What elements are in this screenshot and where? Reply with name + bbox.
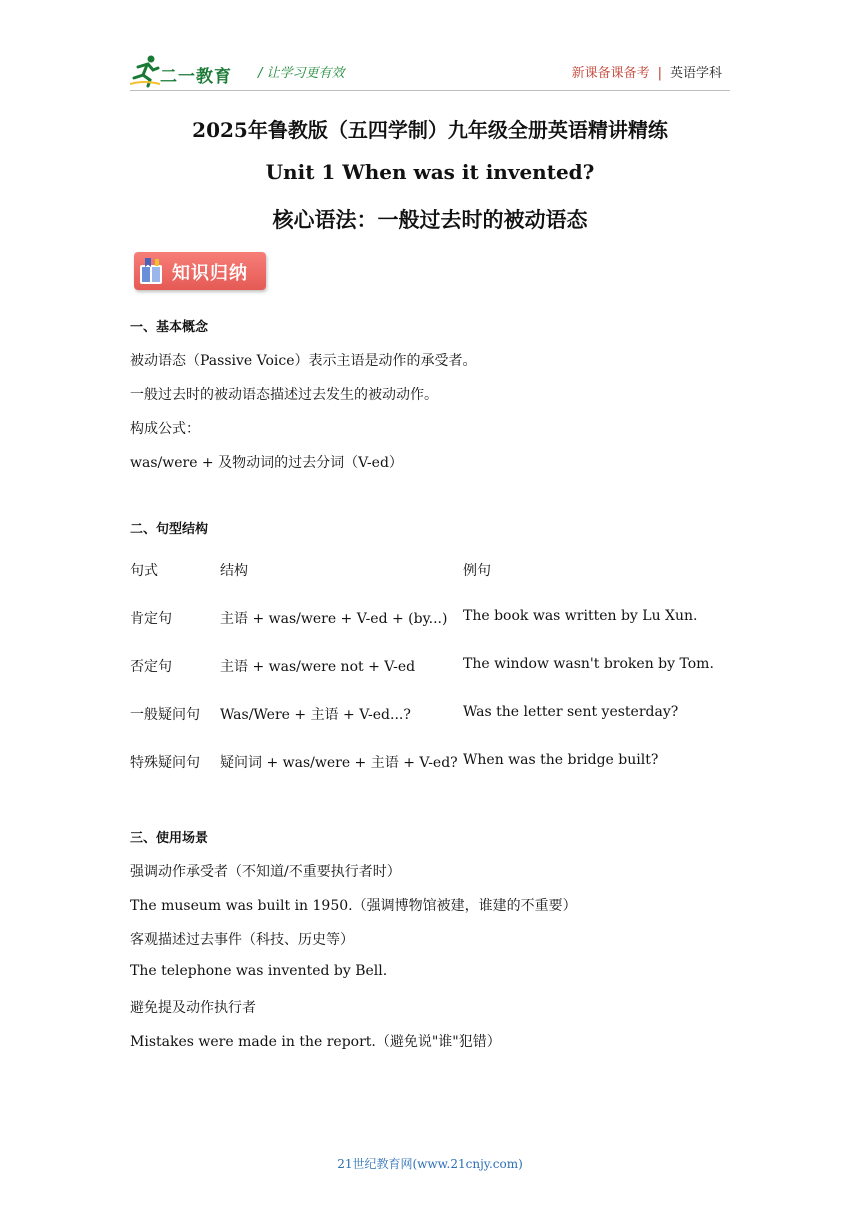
- slogan: / 让学习更有效: [258, 66, 345, 81]
- section1-line: 被动语态（Passive Voice）表示主语是动作的承受者。: [130, 353, 477, 369]
- table-cell-example: The book was written by Lu Xun.: [463, 608, 698, 624]
- header-divider: [130, 90, 730, 91]
- logo: [130, 54, 240, 88]
- formula-line: was/were + 及物动词的过去分词（V-ed）: [130, 455, 403, 471]
- section3-example: The museum was built in 1950.（强调博物馆被建，谁建的不重要）: [130, 898, 577, 914]
- table-cell-example: The window wasn't broken by Tom.: [463, 656, 714, 672]
- table-cell-structure: Was/Were + 主语 + V-ed...?: [220, 707, 411, 723]
- header-subject-label: 英语学科: [669, 66, 722, 81]
- table-cell-type: 肯定句: [130, 611, 172, 627]
- header-course-label: 新课备课备考: [571, 66, 650, 81]
- table-cell-structure: 主语 + was/were not + V-ed: [220, 659, 416, 675]
- header-right: [572, 62, 722, 81]
- unit-title: Unit 1 When was it invented?: [265, 160, 595, 184]
- table-cell-example: Was the letter sent yesterday?: [463, 704, 679, 720]
- section3-line: 客观描述过去事件（科技、历史等）: [130, 932, 354, 948]
- table-cell-structure: 主语 + was/were + V-ed + (by...): [220, 611, 448, 627]
- grammar-title: 核心语法：一般过去时的被动语态: [272, 207, 588, 232]
- section3-example: The telephone was invented by Bell.: [130, 963, 388, 979]
- section1-line: 一般过去时的被动语态描述过去发生的被动动作。: [130, 387, 438, 403]
- book-icon: [139, 257, 163, 285]
- section3-example: Mistakes were made in the report.（避免说"谁"犯错）: [130, 1034, 501, 1050]
- section3-heading: 三、使用场景: [130, 831, 209, 846]
- knowledge-summary-badge: [134, 252, 266, 290]
- column-header-example: 例句: [463, 563, 491, 579]
- badge-label: 知识归纳: [172, 263, 248, 284]
- section1-line: 构成公式：: [130, 421, 200, 437]
- column-header-type: 句式: [130, 563, 158, 579]
- column-header-structure: 结构: [220, 563, 248, 579]
- runner-logo-icon: [130, 54, 160, 88]
- logo-text: 二一教育: [160, 67, 232, 87]
- page-title: 2025年鲁教版（五四学制）九年级全册英语精讲精练: [192, 118, 668, 142]
- section1-heading: 一、基本概念: [130, 320, 209, 335]
- table-cell-example: When was the bridge built?: [463, 752, 659, 768]
- header-separator: |: [657, 66, 662, 81]
- section3-line: 避免提及动作执行者: [130, 1000, 256, 1016]
- footer-link[interactable]: 21世纪教育网(www.21cnjy.com): [337, 1157, 523, 1171]
- table-cell-type: 否定句: [130, 659, 172, 675]
- page-header: [130, 52, 730, 92]
- section3-line: 强调动作承受者（不知道/不重要执行者时）: [130, 864, 401, 880]
- table-cell-structure: 疑问词 + was/were + 主语 + V-ed?: [220, 755, 458, 771]
- table-cell-type: 特殊疑问句: [130, 755, 200, 771]
- table-cell-type: 一般疑问句: [130, 707, 200, 723]
- section2-heading: 二、句型结构: [130, 522, 209, 537]
